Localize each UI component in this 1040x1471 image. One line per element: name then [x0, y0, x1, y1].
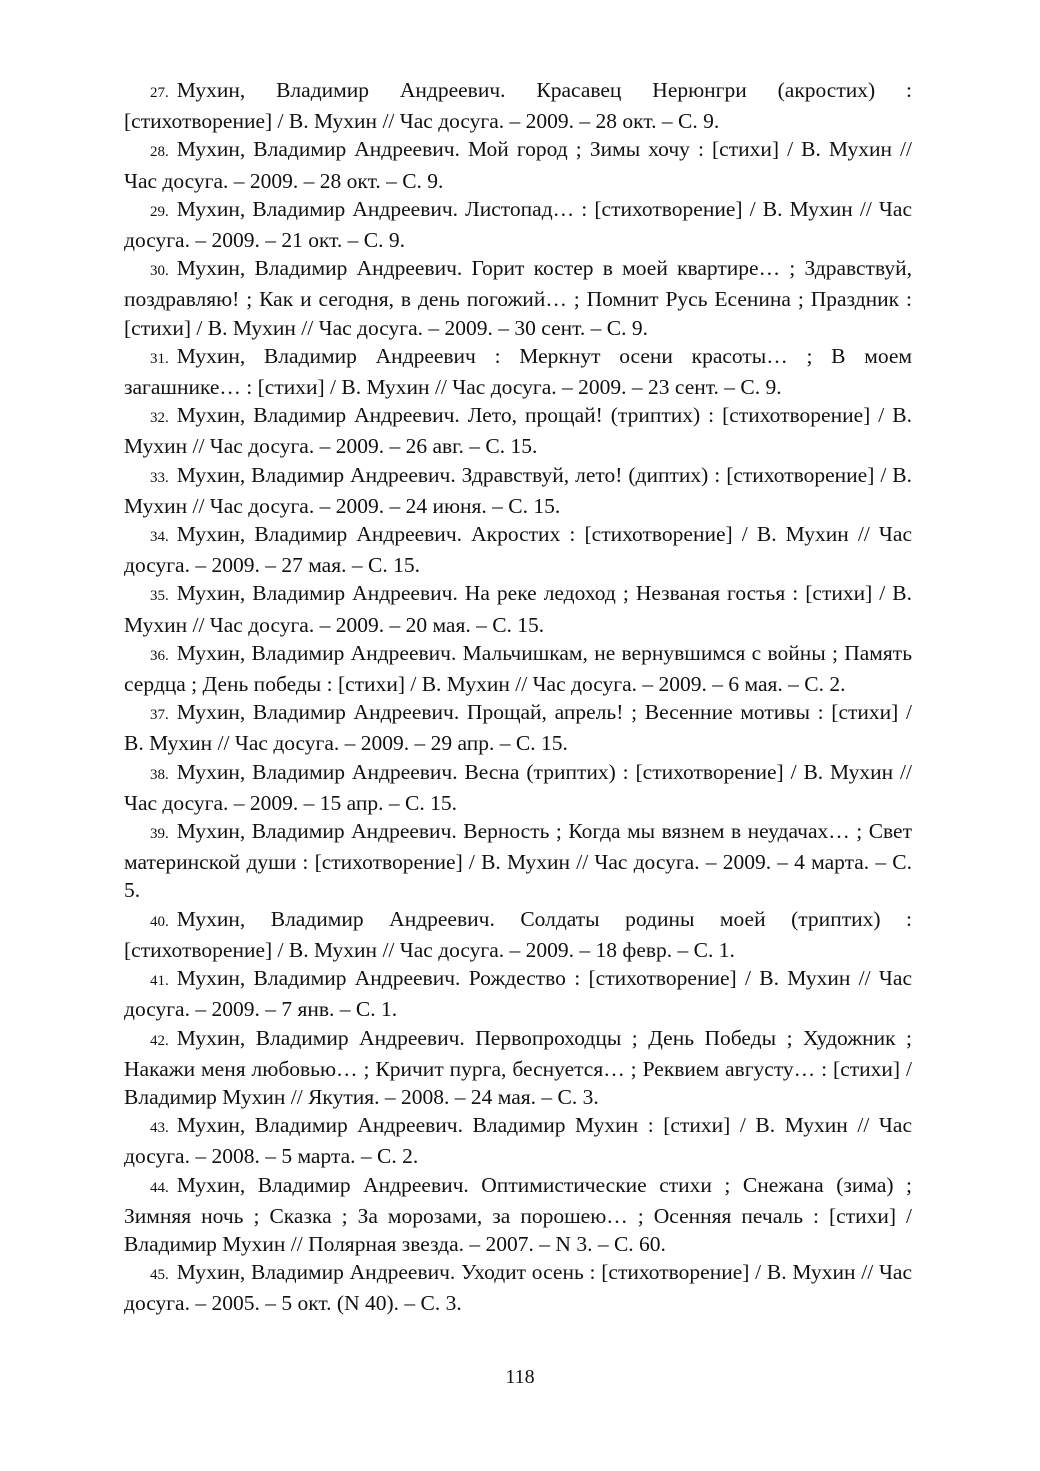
bibliography-list [124, 76, 912, 1318]
bibliography-entry [124, 905, 912, 964]
entry-number: 29. [150, 203, 169, 220]
bibliography-entry [124, 520, 912, 579]
entry-number: 37. [150, 707, 169, 724]
bibliography-entry [124, 964, 912, 1023]
bibliography-entry [124, 1024, 912, 1112]
bibliography-entry [124, 639, 912, 698]
entry-number: 42. [150, 1032, 169, 1049]
bibliography-entry [124, 135, 912, 194]
bibliography-entry [124, 342, 912, 401]
entry-number: 44. [150, 1179, 169, 1196]
bibliography-entry [124, 195, 912, 254]
entry-text: Мухин, Владимир Андреевич. Мальчишкам, не вернувшимся с войны ; Память сердца ; День победы : [стихи] / В. Мухин // Час досуга. – 2009. – 6 мая. – С. 2. [124, 640, 912, 697]
entry-number: 31. [150, 350, 169, 367]
entry-number: 34. [150, 529, 169, 546]
bibliography-entry [124, 401, 912, 460]
bibliography-entry [124, 1258, 912, 1317]
entry-text: Мухин, Владимир Андреевич. На реке ледоход ; Незваная гостья : [стихи] / В. Мухин // Час досуга. – 2009. – 20 мая. – С. 15. [124, 581, 912, 637]
entry-number: 43. [150, 1120, 169, 1137]
page-number: 118 [505, 1366, 535, 1388]
entry-number: 38. [150, 766, 169, 783]
entry-text: Мухин, Владимир Андреевич. Владимир Мухин : [стихи] / В. Мухин // Час досуга. – 2008. – 5 марта. – С. 2. [124, 1113, 912, 1169]
bibliography-entry [124, 579, 912, 638]
entry-text: Мухин, Владимир Андреевич : Меркнут осени красоты… ; В моем загашнике… : [стихи] / В. Мухин // Час досуга. – 2009. – 23 сент. – С. 9. [124, 343, 912, 400]
entry-text: Мухин, Владимир Андреевич. Уходит осень : [стихотворение] / В. Мухин // Час досуга. – 2005. – 5 окт. (N 40). – С. 3. [124, 1260, 912, 1316]
entry-number: 28. [150, 144, 169, 161]
entry-number: 40. [150, 913, 169, 930]
entry-text: Мухин, Владимир Андреевич. Оптимистические стихи ; Снежана (зима) ; Зимняя ночь ; Сказка ; За морозами, за порошею… ; Осенняя печаль : [стихи] / Владимир Мухин // Полярная звезда. – 2007. – N 3. – С. 60. [124, 1172, 912, 1256]
entry-number: 36. [150, 647, 169, 664]
entry-number: 27. [150, 85, 169, 101]
bibliography-entry [124, 698, 912, 757]
entry-number: 32. [150, 410, 169, 427]
bibliography-entry [124, 254, 912, 342]
entry-text: Мухин, Владимир Андреевич. Красавец Нерюнгри (акростих) : [стихотворение] / В. Мухин // Час досуга. – 2009. – 28 окт. – С. 9. [124, 78, 912, 134]
entry-text: Мухин, Владимир Андреевич. Верность ; Когда мы вязнем в неудачах… ; Свет материнской души : [стихотворение] / В. Мухин // Час досуга. – 2009. – 4 марта. – С. 5. [124, 819, 912, 903]
entry-number: 35. [150, 588, 169, 605]
entry-text: Мухин, Владимир Андреевич. Листопад… : [стихотворение] / В. Мухин // Час досуга. – 2009. – 21 окт. – С. 9. [124, 196, 912, 253]
entry-text: Мухин, Владимир Андреевич. Акростих : [стихотворение] / В. Мухин // Час досуга. – 2009. – 27 мая. – С. 15. [124, 522, 912, 578]
bibliography-entry [124, 1111, 912, 1170]
entry-number: 30. [150, 263, 169, 280]
entry-number: 41. [150, 973, 169, 990]
bibliography-entry [124, 461, 912, 520]
entry-number: 39. [150, 826, 169, 843]
entry-text: Мухин, Владимир Андреевич. Рождество : [стихотворение] / В. Мухин // Час досуга. – 2009. – 7 янв. – С. 1. [124, 966, 912, 1022]
entry-text: Мухин, Владимир Андреевич. Прощай, апрель! ; Весенние мотивы : [стихи] / В. Мухин // Час досуга. – 2009. – 29 апр. – С. 15. [124, 700, 912, 756]
entry-number: 33. [150, 469, 169, 486]
bibliography-entry [124, 1171, 912, 1259]
entry-text: Мухин, Владимир Андреевич. Весна (триптих) : [стихотворение] / В. Мухин // Час досуга. – 2009. – 15 апр. – С. 15. [124, 759, 912, 815]
entry-text: Мухин, Владимир Андреевич. Первопроходцы ; День Победы ; Художник ; Накажи меня любовью… ; Кричит пурга, беснуется… ; Реквием августу… : [стихи] / Владимир Мухин // Якутия. – 2008. – 24 мая. – С. 3. [124, 1025, 912, 1109]
bibliography-entry [124, 76, 912, 135]
entry-text: Мухин, Владимир Андреевич. Солдаты родины моей (триптих) : [стихотворение] / В. Мухин // Час досуга. – 2009. – 18 февр. – С. 1. [124, 906, 912, 962]
entry-text: Мухин, Владимир Андреевич. Горит костер в моей квартире… ; Здравствуй, поздравляю! ; Как и сегодня, в день погожий… ; Помнит Русь Есенина ; Праздник : [стихи] / В. Мухин // Час досуга. – 2009. – 30 сент. – С. 9. [124, 256, 912, 340]
bibliography-entry [124, 758, 912, 817]
entry-number: 45. [150, 1267, 169, 1284]
entry-text: Мухин, Владимир Андреевич. Здравствуй, лето! (диптих) : [стихотворение] / В. Мухин // Час досуга. – 2009. – 24 июня. – С. 15. [124, 462, 912, 518]
bibliography-entry [124, 817, 912, 905]
entry-text: Мухин, Владимир Андреевич. Лето, прощай! (триптих) : [стихотворение] / В. Мухин // Час досуга. – 2009. – 26 авг. – С. 15. [124, 403, 912, 459]
entry-text: Мухин, Владимир Андреевич. Мой город ; Зимы хочу : [стихи] / В. Мухин // Час досуга. – 2009. – 28 окт. – С. 9. [124, 137, 912, 193]
